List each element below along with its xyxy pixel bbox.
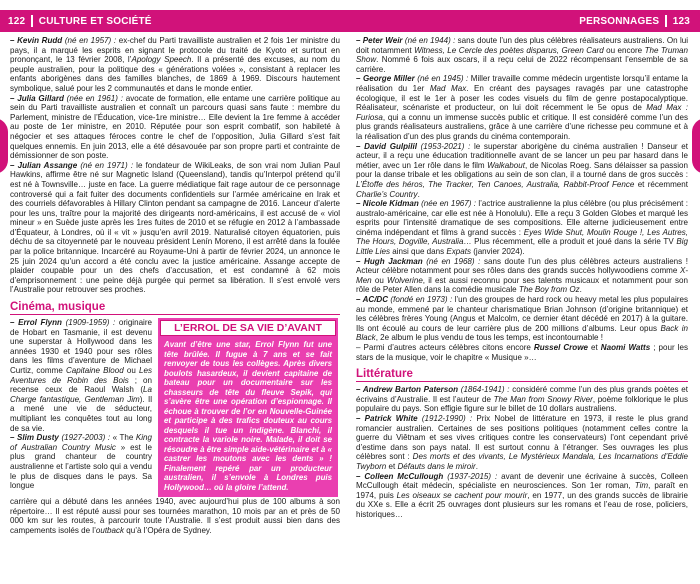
entry-david-gulpilil: – David Gulpilil (1953-2021) : le superstar aborigène du cinéma australien ! Danseur et acteur, il a reçu une éducation traditionnelle avant de se lancer un peu par hasard dans le métier, avec un 1er rôle dans le film Walkabout, de Nicolas Roeg. Sans délaisser sa passion pour la danse tribale et les obligations au sein de son clan, il a tourné dans de gros succès : L’Étoffe des héros, The Tracker, Ten Canoes, Australia, Rabbit-Proof Fence et récemment Charlie’s Country.	[356, 141, 688, 199]
right-page	[356, 36, 688, 576]
header-separator	[31, 15, 33, 27]
entry-julian-assange: – Julian Assange (né en 1971) : le fondateur de WikiLeaks, de son vrai nom Julian Paul Hawkins, affirme être né sur Magnetic Island (Queensland), tandis qu’Interpol prétend qu’il est né à Townsville… juste en face. La guerre médiatique fait rage autour de ce personnage controversé qui a fait fuiter des documents confidentiels sur l’armée américaine en Irak et des courriels défavorables à Hillary Clinton pendant sa campagne de 2016. Lanceur d’alerte pour les uns, traître pour la majorité des dirigeants nord-américains, il est accusé de « viol mineur » en Suède juste après les 1res fuites de 2010 et se réfugie en 2012 à l’ambassade d’Équateur, à Londres, où il « vit » jusqu’en avril 2019. Naturalisé citoyen équatorien, puis déchu de sa citoyenneté par le nouveau président Lenín Moreno, il est arrêté dans la foulée par la police britannique. Incarcéré au Royaume-Uni à partir de février 2024, un annonce le 25 juin 2024 qu’un accord a été conclu avec la justice américaine. Assange accepte de plaider coupable pour un des chefs d’accusation, et est condamné à 62 mois d’emprisonnement : une peine déjà purgée qui permet sa libération. Il s’est envolé vers l’Australie pour retrouver ses proches.	[10, 160, 340, 295]
section-heading-litterature: Littérature	[356, 368, 688, 382]
entry-julia-gillard: – Julia Gillard (née en 1961) : avocate de formation, elle entame une carrière politique au sein du Parti travailliste australien et connaît un parcours quasi sans faute : membre du Parlement, ministre de l’Éducation, vice-1re ministre… Elle devient la 1re femme à accéder au poste de 1er ministre, en 2010. Réputée pour son esprit combatif, son habileté à négocier et ses attaques féroces contre le chef de l’opposition, Julia Gillard s’est fait quelques ennemis. En juin 2013, elle a été désavouée par son propre parti et contrainte de démissionner de son poste.	[10, 93, 340, 161]
entry-peter-weir: – Peter Weir (né en 1944) : sans doute l’un des plus célèbres réalisateurs australiens. On lui doit notamment Witness, Le Cercle des poètes disparus, Green Card ou encore The Truman Show. Nommé 6 fois aux oscars, il a reçu celui de 2022 récompensant l’ensemble de sa carrière.	[356, 36, 688, 74]
entry-other-actors: – Parmi d’autres acteurs célèbres citons encore Russel Crowe et Naomi Watts ; pour les stars de la musique, voir le chapitre « Musique »…	[356, 343, 688, 362]
header-right	[579, 15, 690, 27]
inset-title: L’ERROL DE SA VIE D’AVANT	[160, 320, 336, 336]
entry-slim-dusty-continued: carrière qui a débuté dans les années 1940, avec aujourd’hui plus de 100 albums à son répertoire… Il est réputé aussi pour ses tournées marathon, 10 mois par an et près de 50 000 km sur les routes, à parcourir toute l’Australie. Il s’est produit aussi bien dans des campements isolés de l’outback qu’à l’Opéra de Sydney.	[10, 497, 340, 535]
left-page-number: 122	[8, 15, 26, 27]
right-page-number: 123	[672, 15, 690, 27]
header-separator	[665, 15, 667, 27]
header-left	[8, 15, 152, 27]
inset-text: Avant d’être une star, Errol Flynn fut une tête brûlée. Il fugue à 7 ans et se fait renvoyer de tous les collèges. Après divers boulots hasardeux, il devient capitaine de bateau pour un documentaire sur les chasseurs de tête du fleuve Sepik, qui s’avère être une opération d’espionnage. Il échoue à trouver de l’or en Nouvelle-Guinée et participe à des trafics douteux au cours desquels il tue un indigène. Blanchi, il contracte la variole noire. Malade, il doit se résoudre à être simple aide-vétérinaire et à « castrer les moutons avec les dents » ! Finalement repéré par un producteur australien, il s’envole à Londres puis Hollywood… où la gloire l’attend.	[164, 340, 332, 492]
entry-colleen-mccullough: – Colleen McCullough (1937-2015) : avant de devenir une écrivaine à succès, Colleen McCullough était médecin, spécialiste en neurosciences. Son 1er roman, Tim, paraît en 1974, puis Les oiseaux se cachent pour mourir, en 1977, un des grands succès de librairie du XXe s. Elle a écrit 25 ouvrages dont plusieurs sur les romans et l’eau de rose, policiers, historiques…	[356, 471, 688, 519]
cinema-columns	[10, 318, 340, 497]
entry-acdc: – AC/DC (fondé en 1973) : l’un des groupes de hard rock ou heavy metal les plus populaires au monde, emmené par le chanteur charismatique Brian Johnson (d’origine britannique) et les célèbres frères Young (Angus et Malcolm, ce dernier étant décédé en 2017) à la guitare. Ils ont écoulé au cours de leur carrière plus de 200 millions d’albums. Leur opus Back in Black, 2e album le plus vendu de tous les temps, est incontournable !	[356, 295, 688, 343]
entry-george-miller: – George Miller (né en 1945) : Miller travaille comme médecin urgentiste lorsqu’il entame la réalisation du 1er Mad Max. En créant des paysages ravagés par une catastrophe écologique, il est le 1er à poser les codes visuels du film de genre postapocalyptique. Réalisateur, scénariste et producteur, on lui doit récemment le 5e opus de Mad Max : Furiosa, qui a connu un immense succès public et critique. Il est considéré comme l’un des plus grands réalisateurs australiens, grâce à une carrière d’une richesse peu commune et à la réalisation d’un des plus grands du cinéma contemporain.	[356, 74, 688, 141]
section-heading-cinema: Cinéma, musique	[10, 301, 340, 315]
inset-box-errol	[158, 318, 338, 497]
left-page	[10, 36, 340, 576]
entry-andrew-barton-paterson: – Andrew Barton Paterson (1864-1941) : considéré comme l’un des plus grands poètes et écrivains d’Australie. Il est l’auteur de The Man from Snowy River, poème folklorique le plus populaire du pays. Son effigie figure sur le billet de 10 dollars australiens.	[356, 385, 688, 414]
page-header	[0, 10, 700, 32]
entry-slim-dusty: – Slim Dusty (1927-2003) : « The King of Australian Country Music » est le plus grand chanteur de country australienne et l’artiste solo qui a vendu le plus de disques dans le pays. Sa longue	[10, 433, 152, 491]
entry-nicole-kidman: – Nicole Kidman (née en 1967) : l’actrice australienne la plus célèbre (ou plus précisément : australo-américaine, car elle est née à Honolulu). Elle a reçu 3 Golden Globes et marqué les esprits pour l’intensité dramatique de ses compositions. Elle alterne judicieusement entre cinéma indépendant et films à grand succès : Eyes Wide Shut, Moulin Rouge !, Les Autres, The Hours, Dogville, Australia… Plus récemment, elle a produit et joué dans la série TV Big Little Lies ainsi que dans Expats (janvier 2024).	[356, 199, 688, 257]
entry-errol-flynn: – Errol Flynn (1909-1959) : originaire de Hobart en Tasmanie, il est devenu une superstar à Hollywood dans les années 1930 et 1940 pour ses rôles dans les films d’aventure de Michael Curtiz, comme Capitaine Blood ou Les Aventures de Robin des Bois ; on recense ceux de Raoul Walsh (La Charge fantastique, Gentleman Jim). Il a mené une vie de séducteur, multipliant les conquêtes tout au long de sa vie.	[10, 318, 152, 433]
left-thumb-tab	[0, 118, 8, 174]
right-thumb-tab	[692, 118, 700, 174]
entry-kevin-rudd: – Kevin Rudd (né en 1957) : ex-chef du Parti travailliste australien et 2 fois 1er ministre du pays, il a marqué les esprits en signant le protocole du traité de Kyoto et surtout en prononçant, le 13 février 2008, l’Apology Speech. Il a présenté des excuses, au nom du peuple australien, pour la politique des « générations volées », consistant à replacer les enfants aborigènes dans des familles blanches, de 1869 à 1969. Discours hautement symbolique, salué pour les 2 communautés et dans le monde entier.	[10, 36, 340, 93]
cinema-narrow-column	[10, 318, 152, 497]
right-section-title: PERSONNAGES	[579, 15, 660, 27]
entry-hugh-jackman: – Hugh Jackman (né en 1968) : sans doute l’un des plus célèbres acteurs australiens ! Acteur célèbre notamment pour ses rôles dans des grands succès hollywoodiens comme X-Men ou Wolverine, il est aussi reconnu pour ses talents musicaux et notamment pour son rôle de Peter Allen dans la comédie musicale The Boy from Oz.	[356, 256, 688, 295]
entry-patrick-white: – Patrick White (1912-1990) : Prix Nobel de littérature en 1973, il reste le plus grand romancier australien. Certaines de ses positions politiques (notamment celles contre la guerre du Viêtnam et ses vives critiques contre les conservateurs) l’ont cependant privé d’estime dans son pays natal. Il est surtout connu à l’étranger. Ses ouvrages les plus célèbres sont : Des morts et des vivants, Le Mystérieux Mandala, Les Incarnations d’Eddie Twyborn et Défauts dans le miroir.	[356, 413, 688, 471]
left-section-title: CULTURE ET SOCIÉTÉ	[38, 15, 152, 27]
